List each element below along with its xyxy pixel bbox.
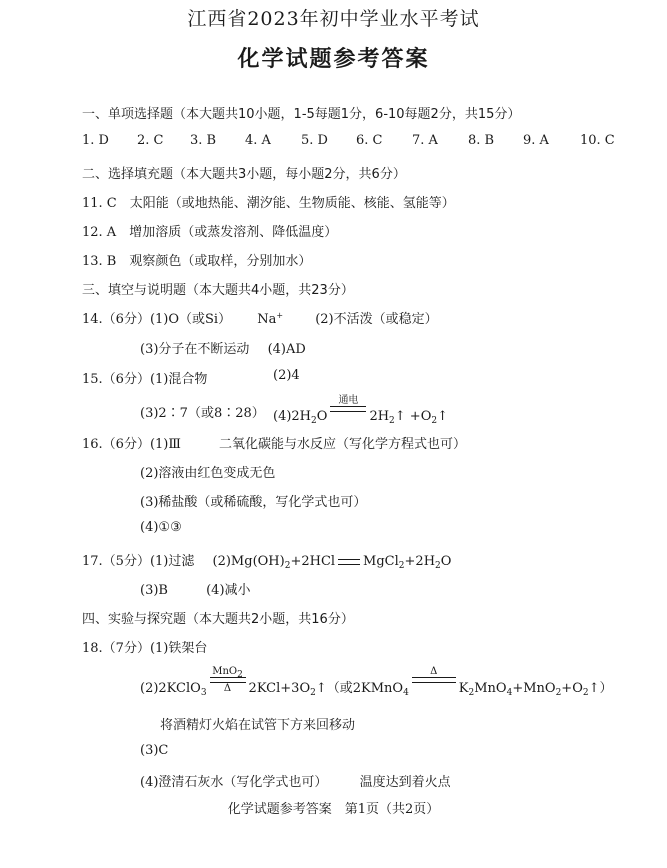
answer-q18-line5 bbox=[140, 771, 451, 790]
mc-answer-2: 2. C bbox=[137, 133, 164, 148]
mc-answer-5: 5. D bbox=[301, 133, 328, 148]
answer-q18-line3: 将酒精灯火焰在试管下方来回移动 bbox=[160, 718, 356, 733]
mc-answer-6: 6. C bbox=[356, 133, 383, 148]
answer-q17-line1 bbox=[82, 550, 451, 569]
answer-q16-line4: (4)①③ bbox=[140, 520, 182, 535]
mc-answer-7: 7. A bbox=[412, 133, 438, 148]
answer-q13: 13. B 观察颜色（或取样，分别加水） bbox=[82, 254, 312, 269]
answer-q15-line2 bbox=[140, 394, 448, 426]
section3-heading: 三、填空与说明题（本大题共4小题，共23分） bbox=[82, 283, 354, 298]
q17-part1: 17.（5分）(1)过滤 bbox=[82, 554, 195, 569]
heat-symbol-2: Δ bbox=[430, 666, 438, 677]
section4-heading: 四、实验与探究题（本大题共2小题，共16分） bbox=[82, 612, 354, 627]
answer-q16-line2: (2)溶液由红色变成无色 bbox=[140, 466, 276, 481]
heat-symbol: Δ bbox=[223, 683, 232, 694]
q15-part2: (2)4 bbox=[273, 368, 300, 383]
answer-q14-line2 bbox=[140, 338, 306, 357]
q14-part2: (2)不活泼（或稳定） bbox=[315, 312, 438, 327]
q15-equation: $(4)2H_2O$ 通电 $2H_2↑$ $+O_2↑$ bbox=[273, 395, 448, 426]
q15-part3: (3)2∶7（或8∶28） bbox=[140, 406, 265, 421]
electrolysis-condition: 通电 bbox=[338, 395, 359, 406]
q17-part3: (3)B bbox=[140, 583, 168, 598]
mc-answer-3: 3. B bbox=[190, 133, 217, 148]
section1-heading: 一、单项选择题（本大题共10小题，1-5每题1分，6-10每题2分，共15分） bbox=[82, 107, 521, 122]
mc-answer-10: 10. C bbox=[580, 133, 615, 148]
answer-q12: 12. A 增加溶质（或蒸发溶剂、降低温度） bbox=[82, 225, 338, 240]
q16-part1: 16.（6分）(1)Ⅲ bbox=[82, 437, 181, 452]
answer-q14-line1 bbox=[82, 308, 438, 327]
q16-part1-reason: 二氧化碳能与水反应（写化学方程式也可） bbox=[219, 437, 467, 452]
page-footer: 化学试题参考答案 第1页（共2页） bbox=[227, 802, 440, 817]
exam-title: 江西省2023年初中学业水平考试 bbox=[187, 8, 480, 30]
answer-q17-line2 bbox=[140, 579, 251, 598]
section2-heading: 二、选择填充题（本大题共3小题，每小题2分，共6分） bbox=[82, 167, 406, 182]
answer-q16-line3: (3)稀盐酸（或稀硫酸，写化学式也可） bbox=[140, 495, 367, 510]
q17-part4: (4)减小 bbox=[206, 583, 251, 598]
mc-answer-8: 8. B bbox=[468, 133, 495, 148]
q14-part4: (4)AD bbox=[267, 342, 306, 357]
mc-answer-9: 9. A bbox=[523, 133, 549, 148]
mc-answer-4: 4. A bbox=[245, 133, 271, 148]
answer-q18-line2: (2)2KClO$_3$ MnO$_2$ Δ $2KCl+3O_2↑$（或2KMnO$_4$ Δ $K_2MnO_4+MnO_2+O_2↑$） bbox=[140, 666, 613, 698]
q18-part4: (4)澄清石灰水（写化学式也可） bbox=[140, 775, 328, 790]
answer-q16-line1 bbox=[82, 433, 466, 452]
q18-part4-b: 温度达到着火点 bbox=[359, 775, 451, 790]
answer-q18-line1: 18.（7分）(1)铁架台 bbox=[82, 641, 208, 656]
q14-part3: (3)分子在不断运动 bbox=[140, 342, 250, 357]
document-title: 化学试题参考答案 bbox=[237, 47, 430, 72]
answer-q15-line1 bbox=[82, 368, 300, 387]
q15-part1: 15.（6分）(1)混合物 bbox=[82, 372, 208, 387]
answer-q11: 11. C 太阳能（或地热能、潮汐能、生物质能、核能、氢能等） bbox=[82, 196, 455, 211]
mc-answer-1: 1. D bbox=[82, 133, 109, 148]
catalyst-mno2: MnO$_2$ bbox=[212, 666, 243, 680]
q14-part1: 14.（6分）(1)O（或Si） bbox=[82, 312, 232, 327]
answer-q18-line4: (3)C bbox=[140, 743, 169, 758]
q14-ion: Na+ bbox=[257, 311, 284, 327]
q17-equation: $(2)Mg(OH)_2+2HCl$ $MgCl_2+2H_2O$ bbox=[212, 554, 452, 571]
